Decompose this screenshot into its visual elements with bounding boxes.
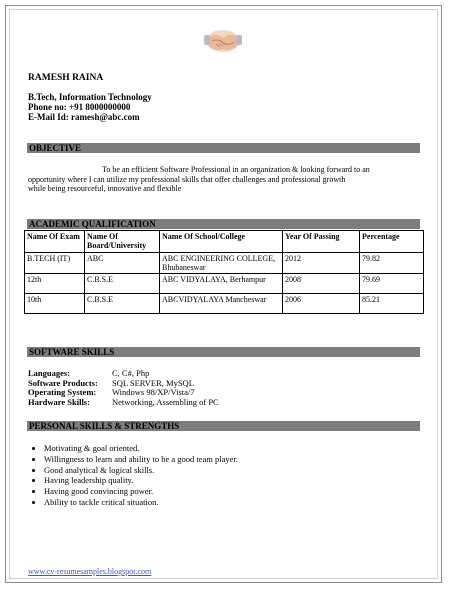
strengths-list xyxy=(30,443,238,508)
list-item: • Having good convincing power. xyxy=(44,486,238,497)
cell-percentage: 79.82 xyxy=(360,253,424,274)
objective-line-2: opportunity where I can utilize my professional skills that offer challenges and professional growth xyxy=(28,174,346,184)
skill-value: Windows 98/XP/Vista/7 xyxy=(112,387,195,397)
table-row xyxy=(25,294,424,314)
cell-percentage: 85.21 xyxy=(360,294,424,314)
list-item: • Having leadership quality. xyxy=(44,475,238,486)
academic-table xyxy=(24,230,424,314)
list-item: • Ability to tackle critical situation. xyxy=(44,497,238,508)
footer-link[interactable]: www.cv-resumesamples.blogspot.com xyxy=(28,567,152,576)
table-row xyxy=(25,274,424,294)
objective-text xyxy=(28,165,421,194)
list-item: • Willingness to learn and ability to be a good team player. xyxy=(44,454,238,465)
phone: Phone no: +91 8000000000 xyxy=(28,102,131,112)
academic-heading: ACADEMIC QUALIFICATION xyxy=(27,219,420,229)
objective-line-1: To be an efficient Software Professional in an organization & looking forward to an xyxy=(102,165,370,174)
col-school: Name Of School/College xyxy=(160,231,283,253)
cell-board: C.B.S.E xyxy=(85,294,160,314)
candidate-name: RAMESH RAINA xyxy=(28,73,104,83)
cell-board: ABC xyxy=(85,253,160,274)
table-row xyxy=(25,253,424,274)
cell-school: ABC ENGINEERING COLLEGE, Bhubaneswar xyxy=(160,253,283,274)
objective-line-3: while being resourceful, innovative and flexible xyxy=(28,184,182,193)
skill-label: Languages: xyxy=(28,368,71,378)
col-year: Year Of Passing xyxy=(283,231,360,253)
objective-heading: OBJECTIVE xyxy=(27,143,420,153)
handshake-icon xyxy=(204,23,242,55)
list-item: • Good analytical & logical skills. xyxy=(44,465,238,476)
col-percentage: Percentage xyxy=(360,231,424,253)
col-board: Name Of Board/University xyxy=(85,231,160,253)
cell-exam: 10th xyxy=(25,294,85,314)
cell-exam: B.TECH (IT) xyxy=(25,253,85,274)
personal-heading: PERSONAL SKILLS & STRENGTHS xyxy=(27,421,420,431)
cell-year: 2006 xyxy=(283,294,360,314)
email: E-Mail Id: ramesh@abc.com xyxy=(28,112,140,122)
cell-year: 2008 xyxy=(283,274,360,294)
skill-label: Hardware Skills: xyxy=(28,396,90,407)
cell-school: ABC VIDYALAYA, Berhampur xyxy=(160,274,283,294)
list-item: • Motivating & goal oriented. xyxy=(44,443,238,454)
degree: B.Tech, Information Technology xyxy=(28,92,152,102)
skill-value: C, C#, Php xyxy=(112,368,150,378)
col-exam: Name Of Exam xyxy=(25,231,85,253)
cell-year: 2012 xyxy=(283,253,360,274)
skill-label: Software Products: xyxy=(28,377,98,388)
table-header-row xyxy=(25,231,424,253)
skill-label: Operating System: xyxy=(28,387,97,397)
cell-percentage: 79.69 xyxy=(360,274,424,294)
skill-value: Networking, Assembling of PC xyxy=(112,396,219,407)
software-heading: SOFTWARE SKILLS xyxy=(27,347,420,357)
cell-school: ABCVIDYALAYA Mancheswar xyxy=(160,294,283,314)
software-skills-list xyxy=(28,369,219,407)
skill-row xyxy=(28,398,219,408)
cell-board: C.B.S.E xyxy=(85,274,160,294)
skill-value: SQL SERVER, MySQL xyxy=(112,377,194,388)
cell-exam: 12th xyxy=(25,274,85,294)
